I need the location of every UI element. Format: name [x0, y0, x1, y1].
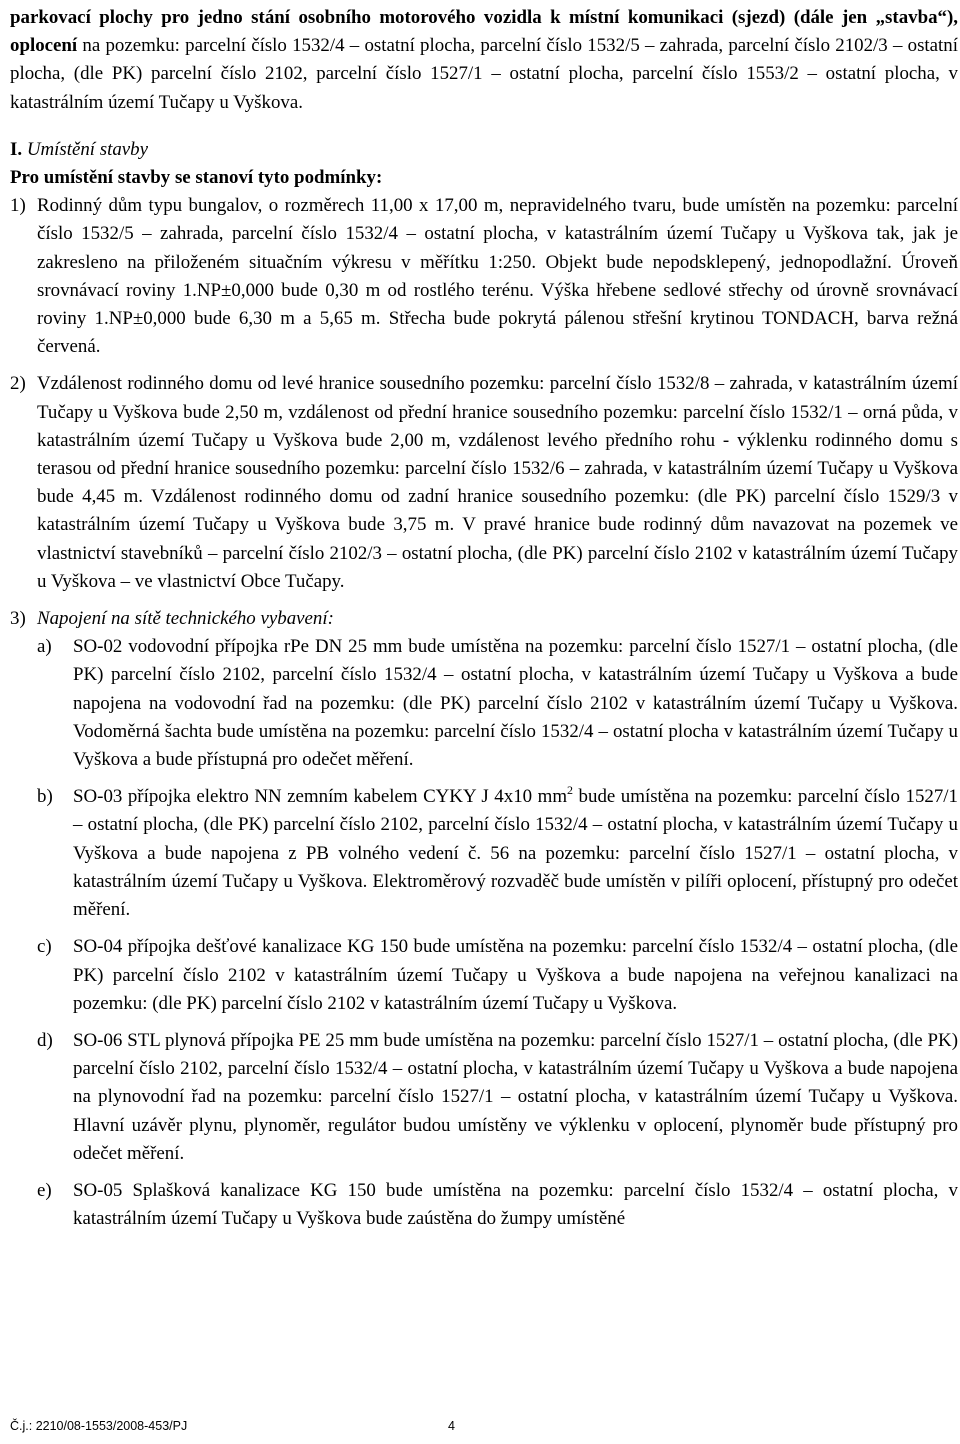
subitem-text: SO-02 vodovodní přípojka rPe DN 25 mm bude umístěna na pozemku: parcelní číslo 1527/1 – ostatní plocha, (dle PK) parcelní číslo 2102, parcelní číslo 1532/4 – ostatní plocha, v katastrálním území Tučapy u Vyškova a bude napojena na vodovodní řad na pozemku: (dle PK) parcelní číslo 2102 v katastrálním území Tučapy u Vyškova. Vodoměrná šachta bude umístěna na pozemku: parcelní číslo 1532/4 – ostatní plocha v katastrálním území Tučapy u Vyškova a bude přístupná pro odečet měření.	[73, 636, 958, 771]
intro-bold-text: parkovací plochy pro jedno stání osobního motorového vozidla k místní komunikaci (sjezd) (dále jen „stavba“), oplocení	[10, 7, 958, 57]
subitem-letter: c)	[37, 936, 52, 958]
item-heading: Napojení na sítě technického vybavení:	[37, 608, 334, 630]
condition-item-1	[10, 192, 958, 361]
subitem-letter: b)	[37, 786, 53, 808]
utility-item-d	[10, 1027, 958, 1168]
reference-number: Č.j.: 2210/08-1553/2008-453/PJ	[10, 1419, 188, 1433]
condition-item-2	[10, 370, 958, 596]
intro-paragraph	[10, 4, 958, 117]
subitem-text: SO-05 Splašková kanalizace KG 150 bude umístěna na pozemku: parcelní číslo 1532/4 – ostatní plocha, v katastrálním území Tučapy u Vyškova bude zaústěna do žumpy umístěné	[73, 1179, 958, 1230]
page-number: 4	[448, 1419, 455, 1433]
item-number: 3)	[10, 608, 26, 630]
utility-connections-list	[10, 633, 958, 1233]
subitem-letter: a)	[37, 636, 52, 658]
condition-item-3	[10, 605, 958, 633]
utility-item-e	[10, 1177, 958, 1233]
subitem-text	[73, 783, 958, 924]
subitem-text-b: bude umístěna na pozemku: parcelní číslo 1527/1 – ostatní plocha, (dle PK) parcelní číslo 2102, parcelní číslo 1532/4 – ostatní plocha, v katastrálním území Tučapy u Vyškova a bude napojena z PB volného vedení č. 56 na pozemku: parcelní číslo 1527/1 – ostatní plocha, v katastrálním území Tučapy u Vyškova. Elektroměrový rozvaděč bude umístěn v pilíři oplocení, přístupný pro odečet měření.	[73, 786, 958, 921]
section-title: Umístění stavby	[26, 138, 149, 160]
item-text: Rodinný dům typu bungalov, o rozměrech 11,00 x 17,00 m, nepravidelného tvaru, bude umístěn na pozemku: parcelní číslo 1532/5 – zahrada, parcelní číslo 1532/4 – ostatní plocha, v katastrálním území Tučapy u Vyškova tak, jak je zakresleno na přiloženém situačním výkresu v měřítku 1:250. Objekt bude nepodsklepený, jednopodlažní. Úroveň srovnávací roviny 1.NP±0,000 bude 0,30 m od rostlého terénu. Výška hřebene sedlové střechy od úrovně srovnávací roviny 1.NP±0,000 bude 6,30 m a 5,65 m. Střecha bude pokrytá pálenou střešní krytinou TONDACH, barva režná červená.	[37, 195, 958, 358]
document-page	[10, 0, 958, 1233]
utility-item-a	[10, 633, 958, 774]
subitem-letter: d)	[37, 1029, 53, 1051]
subitem-letter: e)	[37, 1179, 52, 1201]
subitem-text-a: SO-03 přípojka elektro NN zemním kabelem CYKY J 4x10 mm	[73, 786, 568, 808]
item-number: 1)	[10, 195, 26, 217]
utility-item-c	[10, 933, 958, 1018]
intro-text: na pozemku: parcelní číslo 1532/4 – ostatní plocha, parcelní číslo 1532/5 – zahrada, parcelní číslo 2102/3 – ostatní plocha, (dle PK) parcelní číslo 2102, parcelní číslo 1527/1 – ostatní plocha, parcelní číslo 1553/2 – ostatní plocha, v katastrálním území Tučapy u Vyškova.	[10, 35, 958, 113]
item-number: 2)	[10, 373, 26, 395]
superscript: 2	[567, 783, 574, 798]
utility-item-b	[10, 783, 958, 924]
subitem-text: SO-04 přípojka dešťové kanalizace KG 150 bude umístěna na pozemku: parcelní číslo 1532/4 – ostatní plocha, (dle PK) parcelní číslo 2102 v katastrálním území Tučapy u Vyškova a bude napojena na veřejnou kanalizaci na pozemku: (dle PK) parcelní číslo 2102 v katastrálním území Tučapy u Vyškova.	[73, 936, 958, 1014]
subitem-text: SO-06 STL plynová přípojka PE 25 mm bude umístěna na pozemku: parcelní číslo 1527/1 – ostatní plocha, (dle PK) parcelní číslo 2102, parcelní číslo 1532/4 – ostatní plocha, v katastrálním území Tučapy u Vyškova a bude napojena na plynovodní řad na pozemku: parcelní číslo 1527/1 – ostatní plocha, v katastrálním území Tučapy u Vyškova. Hlavní uzávěr plynu, plynoměr, regulátor budou umístěny ve výklenku v oplocení, plynoměr bude přístupný pro odečet měření.	[73, 1029, 958, 1164]
section-heading	[10, 136, 958, 164]
conditions-heading: Pro umístění stavby se stanoví tyto podmínky:	[10, 167, 383, 189]
item-text: Vzdálenost rodinného domu od levé hranice sousedního pozemku: parcelní číslo 1532/8 – zahrada, v katastrálním území Tučapy u Vyškova bude 2,50 m, vzdálenost od přední hranice sousedního pozemku: parcelní číslo 1532/1 – orná půda, v katastrálním území Tučapy u Vyškova bude 2,00 m, vzdálenost levého předního rohu - výklenku rodinného domu s terasou od přední hranice sousedního pozemku: parcelní číslo 1532/6 – zahrada, v katastrálním území Tučapy u Vyškova bude 4,45 m. Vzdálenost rodinného domu od zadní hranice sousedního pozemku: (dle PK) parcelní číslo 1529/3 v katastrálním území Tučapy u Vyškova bude 3,75 m. V pravé hranice bude rodinný dům navazovat na pozemek ve vlastnictví stavebníků – parcelní číslo 2102/3 – ostatní plocha, (dle PK) parcelní číslo 2102 v katastrálním území Tučapy u Vyškova – ve vlastnictví Obce Tučapy.	[37, 373, 958, 592]
section-number: I.	[10, 138, 23, 160]
